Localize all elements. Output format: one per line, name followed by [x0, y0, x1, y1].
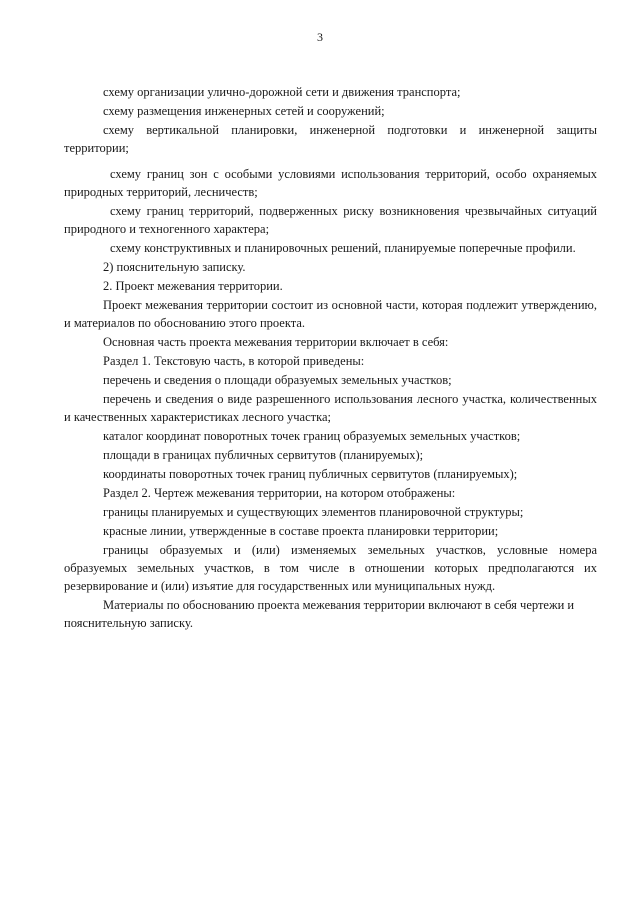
paragraph: схему организации улично-дорожной сети и движения транспорта; — [103, 85, 461, 99]
paragraph: Раздел 1. Текстовую часть, в которой приведены: — [103, 354, 365, 368]
paragraph: красные линии, утвержденные в составе проекта планировки территории; — [103, 524, 499, 538]
paragraph: каталог координат поворотных точек границ образуемых земельных участков; — [103, 429, 521, 443]
paragraph: схему вертикальной планировки, инженерной подготовки и инженерной защиты территории; — [64, 123, 597, 155]
paragraph: площади в границах публичных сервитутов (планируемых); — [103, 448, 424, 462]
paragraph: границы образуемых и (или) изменяемых земельных участков, условные номера образуемых земельных участков, в том числе в отношении которых предполагаются их резервирование и (или) изъятие для государственных или муниципальных нужд. — [64, 543, 597, 593]
paragraph: координаты поворотных точек границ публичных сервитутов (планируемых); — [103, 467, 518, 481]
paragraph: перечень и сведения о виде разрешенного использования лесного участка, количественных и качественных характеристиках лесного участка; — [64, 392, 597, 424]
paragraph: Основная часть проекта межевания территории включает в себя: — [103, 335, 449, 349]
paragraph: схему размещения инженерных сетей и сооружений; — [103, 104, 385, 118]
page-number: 3 — [317, 30, 323, 44]
paragraph: Раздел 2. Чертеж межевания территории, на котором отображены: — [103, 486, 456, 500]
paragraph: схему границ зон с особыми условиями использования территорий, особо охраняемых природных территорий, лесничеств; — [64, 167, 597, 199]
paragraph: 2. Проект межевания территории. — [103, 279, 283, 293]
paragraph: границы планируемых и существующих элементов планировочной структуры; — [103, 505, 524, 519]
document-body — [64, 83, 597, 633]
paragraph: схему границ территорий, подверженных риску возникновения чрезвычайных ситуаций природного и техногенного характера; — [64, 204, 597, 236]
paragraph: схему конструктивных и планировочных решений, планируемые поперечные профили. — [110, 241, 576, 255]
paragraph: Проект межевания территории состоит из основной части, которая подлежит утверждению, и материалов по обоснованию этого проекта. — [64, 298, 597, 330]
paragraph: 2) пояснительную записку. — [103, 260, 246, 274]
paragraph: перечень и сведения о площади образуемых земельных участков; — [103, 373, 452, 387]
paragraph: Материалы по обоснованию проекта межевания территории включают в себя чертежи и пояснительную записку. — [64, 598, 575, 630]
